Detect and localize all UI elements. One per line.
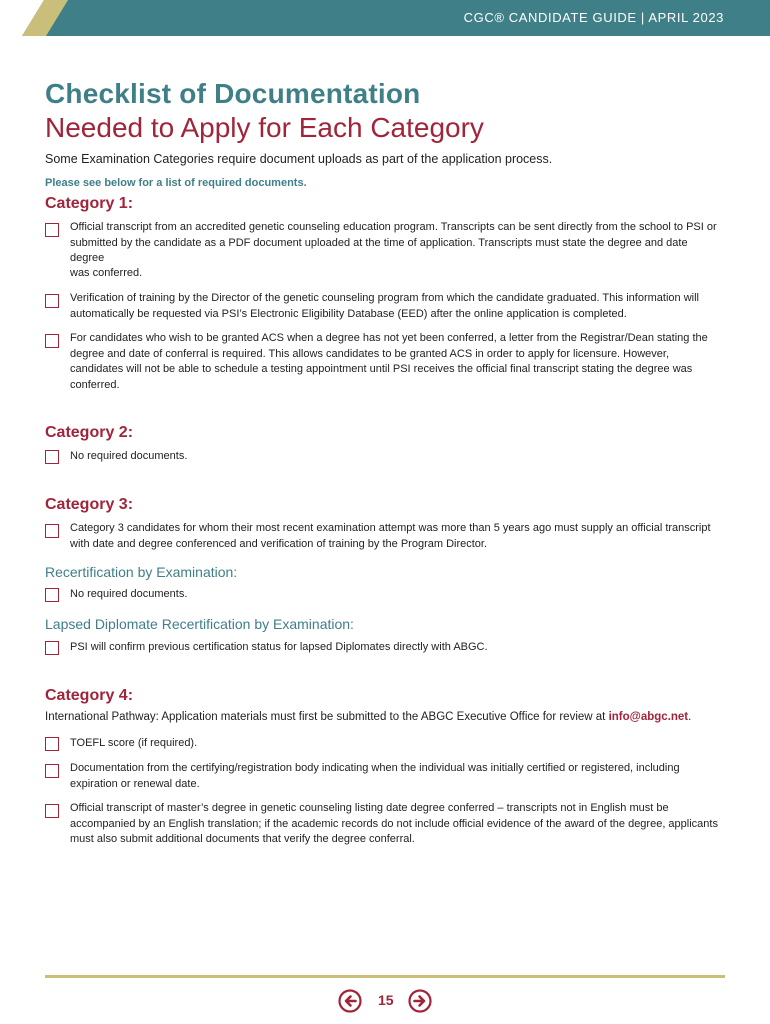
checklist-item-text: For candidates who wish to be granted ACS when a degree has not yet been conferred, a letter from the Registrar/Dean stating the degree and date of conferral is required. This allows candidates to be granted ACS in order to apply for licensure. However, candidates will not be able to schedule a testing appointment until PSI receives the official final transcript stating the degree was conferred. xyxy=(70,332,708,391)
international-pathway-text xyxy=(45,711,691,723)
checklist-item-text: Verification of training by the Director of the genetic counseling program from which the candidate graduated. This information will automatically be requested via PSI’s Electronic Eligibility Database (EED) after the online application is completed. xyxy=(70,292,699,320)
running-title: CGC® CANDIDATE GUIDE | APRIL 2023 xyxy=(463,10,724,25)
checklist-item-text: Category 3 candidates for whom their most recent examination attempt was more than 5 years ago must supply an official transcript with date and degree conferenced and verification of training by the Program Director. xyxy=(70,522,711,550)
checklist-item-text: No required documents. xyxy=(70,588,188,600)
checklist-item-text: Documentation from the certifying/registration body indicating when the individual was initially certified or registered, including expiration or renewal date. xyxy=(70,762,680,790)
checkbox[interactable] xyxy=(45,804,59,818)
checkbox[interactable] xyxy=(45,223,59,237)
page-subtitle: Needed to Apply for Each Category xyxy=(45,112,484,143)
checklist-item-text: PSI will confirm previous certification status for lapsed Diplomates directly with ABGC. xyxy=(70,641,488,653)
checkbox[interactable] xyxy=(45,588,59,602)
checkbox[interactable] xyxy=(45,641,59,655)
category-1-heading: Category 1: xyxy=(45,195,134,212)
checklist-item-text-continued: was conferred. xyxy=(70,267,143,279)
email-link[interactable]: info@abgc.net xyxy=(608,711,689,723)
page-title: Checklist of Documentation xyxy=(45,78,421,109)
footer-rule xyxy=(45,975,725,978)
checkbox[interactable] xyxy=(45,450,59,464)
arrow-left-circle-icon[interactable] xyxy=(338,989,362,1013)
checklist-item-text: Official transcript of master’s degree in genetic counseling listing date degree conferred – transcripts not in English must be accompanied by an English translation; if the academic records do not include official evidence of the award of the degree, applicants must also submit additional documents that verify the degree conferral. xyxy=(70,802,718,845)
lapsed-recertification-heading: Lapsed Diplomate Recertification by Examination: xyxy=(45,616,354,632)
checkbox[interactable] xyxy=(45,334,59,348)
category-4-heading: Category 4: xyxy=(45,687,134,704)
intro-text: Some Examination Categories require document uploads as part of the application process. xyxy=(45,152,553,166)
recertification-heading: Recertification by Examination: xyxy=(45,564,238,580)
checkbox[interactable] xyxy=(45,524,59,538)
checklist-item-text: No required documents. xyxy=(70,450,188,462)
international-pathway-intro: International Pathway: Application materials must first be submitted to the ABGC Executive Office for review at xyxy=(45,711,609,723)
checkbox[interactable] xyxy=(45,764,59,778)
checklist-item-text: TOEFL score (if required). xyxy=(70,737,198,749)
checkbox[interactable] xyxy=(45,737,59,751)
checkbox[interactable] xyxy=(45,294,59,308)
category-2-heading: Category 2: xyxy=(45,424,134,441)
note-text: Please see below for a list of required documents. xyxy=(45,177,307,189)
header-accent-stripe xyxy=(0,0,90,36)
page-number: 15 xyxy=(378,992,394,1008)
international-pathway-end: . xyxy=(688,711,692,723)
arrow-right-circle-icon[interactable] xyxy=(408,989,432,1013)
checklist-item-text: Official transcript from an accredited genetic counseling education program. Transcripts can be sent directly from the school to PSI or submitted by the candidate as a PDF document uploaded at the time of application. Transcripts must state the degree and date degree xyxy=(70,221,717,264)
category-3-heading: Category 3: xyxy=(45,496,134,513)
